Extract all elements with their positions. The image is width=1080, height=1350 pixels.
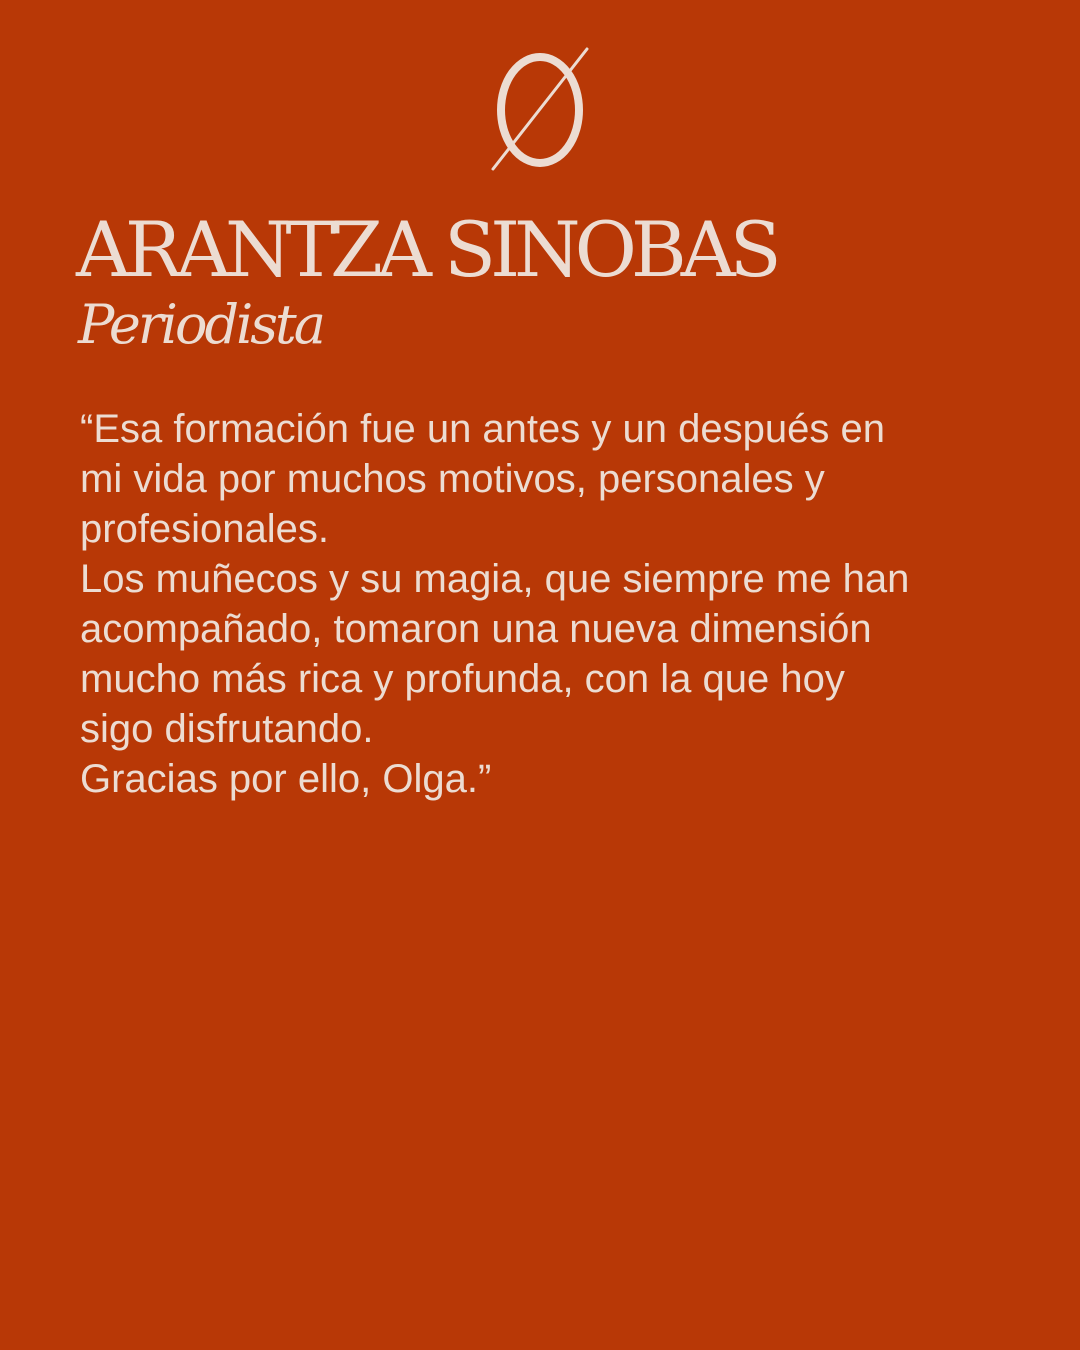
quote-line: mucho más rica y profunda, con la que hoy [80,657,845,701]
person-role: Periodista [78,293,323,356]
person-name: ARANTZA SINOBAS [76,205,776,294]
slashed-o-logo-icon [480,40,600,180]
quote-line: profesionales. [80,507,330,551]
quote-line: acompañado, tomaron una nueva dimensión [80,607,872,651]
quote-line: sigo disfrutando. [80,707,374,751]
quote-line: “Esa formación fue un antes y un después en [80,407,885,451]
quote-line: Los muñecos y su magia, que siempre me han [80,557,910,601]
testimonial-quote [80,404,1020,804]
quote-line: Gracias por ello, Olga.” [80,757,492,801]
quote-line: mi vida por muchos motivos, personales y [80,457,825,501]
